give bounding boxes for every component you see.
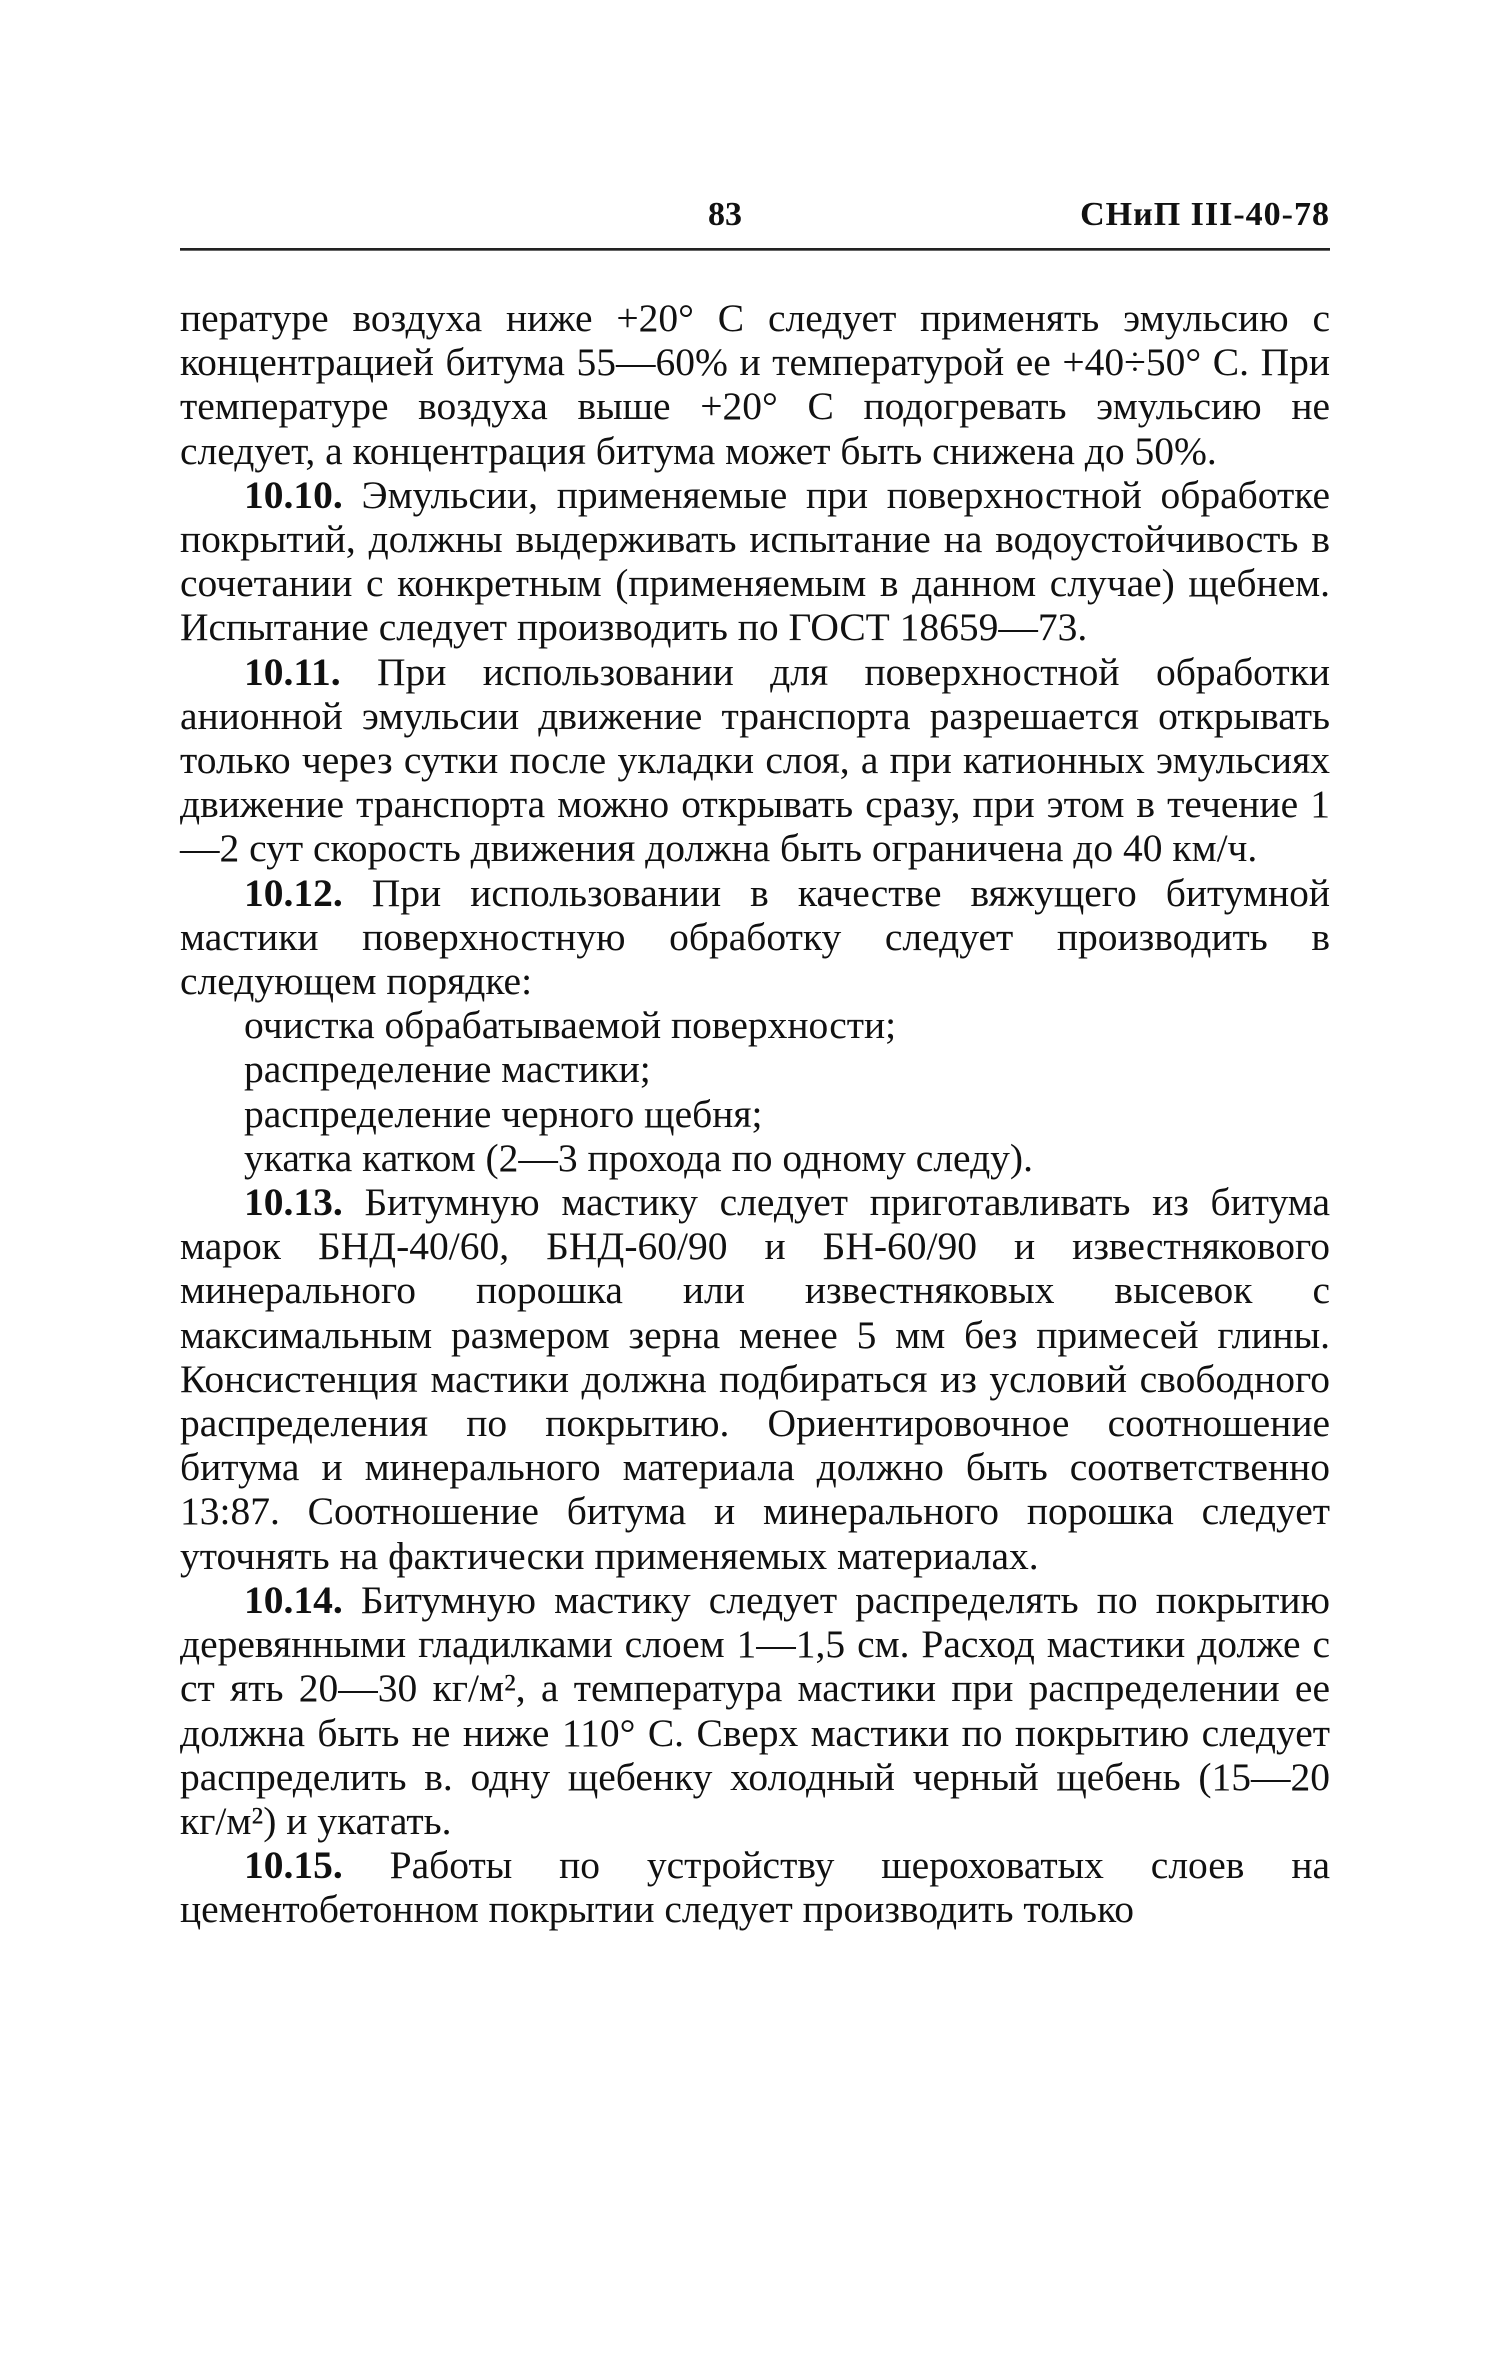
list-item: укатка катком (2—3 прохода по одному следу). <box>244 1135 1033 1180</box>
header-rule <box>180 248 1330 251</box>
section-text: Битумную мастику следует распределять по покрытию деревянными гладилками слоем 1—1,5 см. Расход мастики долже с ст ять 20—30 кг/м², а температура мастики при распределении ее должна быть не ниже 110° С. Сверх мастики по покрытию следует распределить в. одну щебенку холодный черный щебень (15—20 кг/м²) и укатать. <box>180 1577 1330 1843</box>
section-number: 10.10. <box>244 472 343 517</box>
paragraph-continuation: пературе воздуха ниже +20° С следует применять эмульсию с концентрацией битума 55—60% и температурой ее +40÷50° С. При температуре воздуха выше +20° С подогревать эмульсию не следует, а концентрация битума может быть снижена до 50%. <box>180 296 1330 473</box>
section-number: 10.13. <box>244 1180 343 1225</box>
page-body <box>180 296 1330 1932</box>
section-text: При использовании для поверхностной обработки анионной эмульсии движение транспорта разрешается открывать только через сутки после укладки слоя, а при катионных эмульсиях движение транспорта можно открывать сразу, при этом в течение 1—2 сут скорость движения должна быть ограничена до 40 км/ч. <box>180 649 1331 871</box>
section-number: 10.11. <box>244 649 341 694</box>
section-number: 10.14. <box>244 1577 343 1622</box>
section-number: 10.15. <box>244 1843 343 1888</box>
section-10-13 <box>180 1180 1330 1578</box>
section-10-15 <box>180 1843 1330 1931</box>
section-text: Битумную мастику следует приготавливать из битума марок БНД-40/60, БНД-60/90 и БН-60/90 и известнякового минерального порошка или известняковых высевок с максимальным размером зерна менее 5 мм без примесей глины. Консистенция мастики должна подбираться из условий свободного распределения по покрытию. Ориентировочное соотношение битума и минерального материала должно быть соответственно 13:87. Соотношение битума и минерального порошка следует уточнять на фактически применяемых материалах. <box>180 1180 1331 1578</box>
section-text: При использовании в качестве вяжущего битумной мастики поверхностную обработку следует производить в следующем порядке: <box>180 870 1331 1004</box>
section-number: 10.12. <box>244 870 343 915</box>
list-item: распределение мастики; <box>244 1047 651 1092</box>
list-item: очистка обрабатываемой поверхности; <box>244 1003 897 1048</box>
page-header <box>180 196 1330 246</box>
page-number: 83 <box>708 196 742 233</box>
section-10-11 <box>180 650 1330 871</box>
list-item: распределение черного щебня; <box>244 1091 763 1136</box>
document-code: СНиП III-40-78 <box>1080 196 1330 233</box>
section-10-10 <box>180 473 1330 650</box>
section-text: Эмульсии, применяемые при поверхностной обработке покрытий, должны выдерживать испытание на водоустойчивость в сочетании с конкретным (применяемым в данном случае) щебнем. Испытание следует производить по ГОСТ 18659—73. <box>180 472 1331 650</box>
section-text: Работы по устройству шероховатых слоев на цементобетонном покрытии следует производить только <box>180 1843 1330 1932</box>
procedure-list <box>180 1003 1330 1180</box>
section-10-12 <box>180 871 1330 1004</box>
section-10-14 <box>180 1578 1330 1843</box>
